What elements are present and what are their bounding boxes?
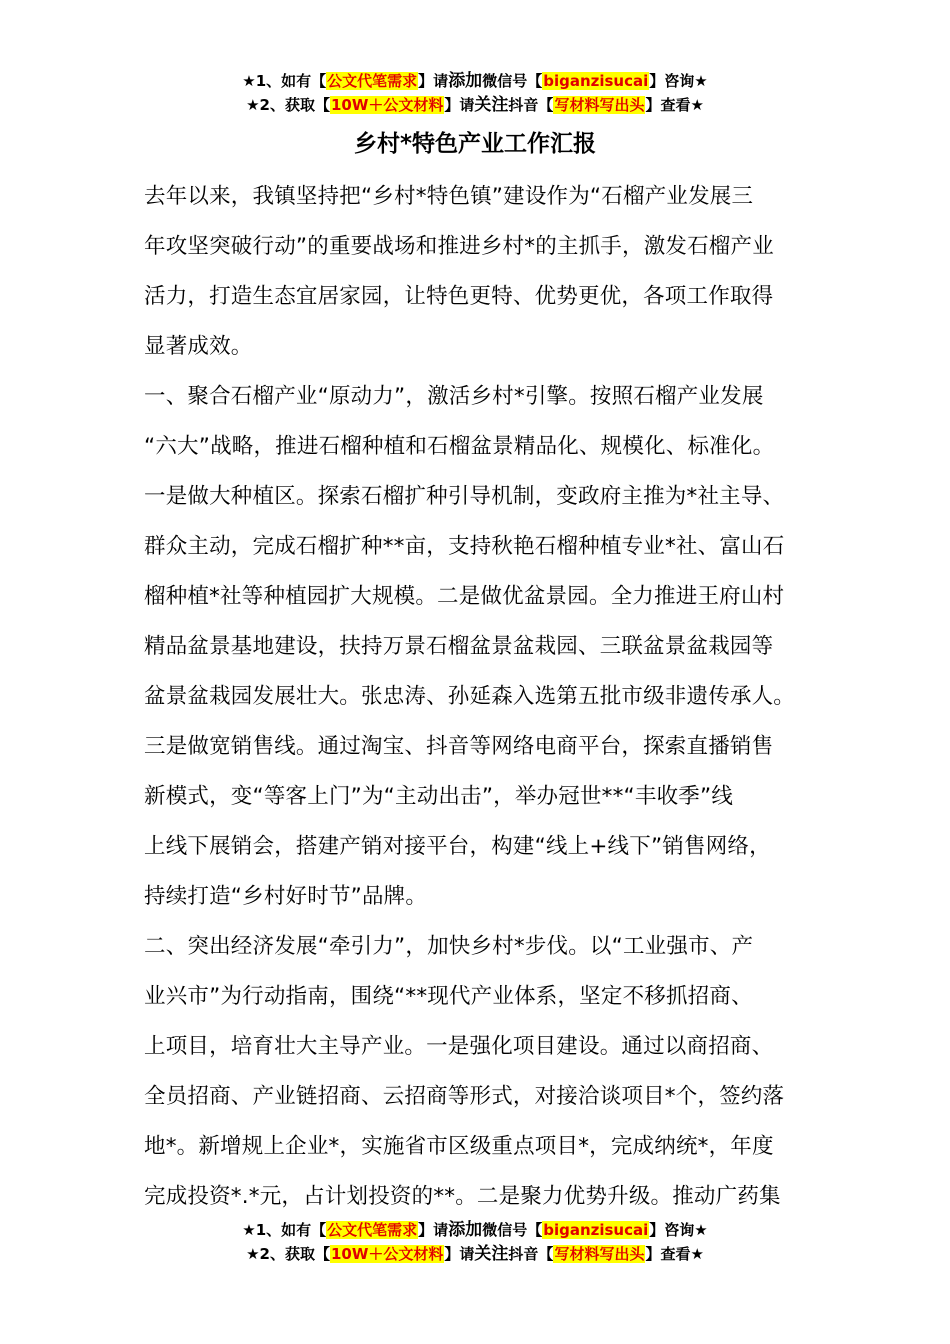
body-line: “六大”战略，推进石榴种植和石榴盆景精品化、规模化、标准化。 bbox=[144, 434, 775, 459]
banner-text: 微信号【 bbox=[482, 72, 543, 90]
highlight-wechat-id: biganzisucai bbox=[543, 1221, 649, 1239]
highlight-douyin-id: 写材料写出头 bbox=[554, 1245, 645, 1263]
body-line: 三是做宽销售线。通过淘宝、抖音等网络电商平台，探索直播销售 bbox=[144, 734, 774, 759]
banner-text: 】请 bbox=[418, 1221, 449, 1239]
banner-text: 抖音【 bbox=[508, 1245, 554, 1263]
highlight-materials: 10W＋公文材料 bbox=[330, 96, 444, 114]
banner-text: 微信号【 bbox=[482, 1221, 543, 1239]
body-line: 去年以来，我镇坚持把“乡村*特色镇”建设作为“石榴产业发展三 bbox=[144, 184, 754, 209]
banner-text: 】查看★ bbox=[645, 96, 704, 114]
banner-text: 】查看★ bbox=[645, 1245, 704, 1263]
body-line: 业兴市”为行动指南，围绕“**现代产业体系，坚定不移抓招商、 bbox=[144, 984, 753, 1009]
banner-text: 抖音【 bbox=[508, 96, 554, 114]
body-line: 一是做大种植区。探索石榴扩种引导机制，变政府主推为*社主导、 bbox=[144, 484, 785, 509]
body-line: 持续打造“乡村好时节”品牌。 bbox=[144, 884, 428, 909]
banner-line-2 bbox=[0, 93, 950, 117]
body-line: 年攻坚突破行动”的重要战场和推进乡村*的主抓手，激发石榴产业 bbox=[144, 234, 774, 259]
banner-text: 】请 bbox=[444, 1245, 475, 1263]
body-line: 盆景盆栽园发展壮大。张忠涛、孙延森入选第五批市级非遗传承人。 bbox=[144, 684, 796, 709]
body-line: 上项目，培育壮大主导产业。一是强化项目建设。通过以商招商、 bbox=[144, 1034, 774, 1059]
highlight-douyin-id: 写材料写出头 bbox=[554, 96, 645, 114]
body-line: 活力，打造生态宜居家园，让特色更特、优势更优，各项工作取得 bbox=[144, 284, 774, 309]
body-line: 全员招商、产业链招商、云招商等形式，对接洽谈项目*个，签约落 bbox=[144, 1084, 785, 1109]
body-line: 一、聚合石榴产业“原动力”，激活乡村*引擎。按照石榴产业发展 bbox=[144, 384, 764, 409]
banner-text: ★1、如有【 bbox=[242, 72, 327, 90]
banner-emphasis: 添加 bbox=[448, 71, 483, 91]
highlight-materials: 10W＋公文材料 bbox=[330, 1245, 444, 1263]
document-title: 乡村*特色产业工作汇报 bbox=[353, 131, 597, 157]
highlight-wechat-id: biganzisucai bbox=[543, 72, 649, 90]
banner-emphasis: 关注 bbox=[474, 95, 509, 115]
highlight-service: 公文代笔需求 bbox=[327, 72, 418, 90]
body-line: 二、突出经济发展“牵引力”，加快乡村*步伐。以“工业强市、产 bbox=[144, 934, 754, 959]
banner-line-1 bbox=[0, 69, 950, 93]
bottom-banner bbox=[0, 1218, 950, 1266]
banner-text: ★2、获取【 bbox=[246, 96, 330, 114]
banner-text: ★1、如有【 bbox=[242, 1221, 327, 1239]
body-line: 显著成效。 bbox=[144, 334, 253, 359]
banner-text: 】咨询★ bbox=[649, 72, 708, 90]
top-banner bbox=[0, 69, 950, 117]
banner-line-2 bbox=[0, 1242, 950, 1266]
body-line: 新模式，变“等客上门”为“主动出击”，举办冠世**“丰收季”线 bbox=[144, 784, 734, 809]
body-line: 榴种植*社等种植园扩大规模。二是做优盆景园。全力推进王府山村 bbox=[144, 584, 785, 609]
body-line: 上线下展销会，搭建产销对接平台，构建“线上+线下”销售网络， bbox=[144, 834, 771, 859]
banner-emphasis: 添加 bbox=[448, 1220, 483, 1240]
document-body bbox=[144, 172, 824, 1222]
banner-emphasis: 关注 bbox=[474, 1244, 509, 1264]
banner-line-1 bbox=[0, 1218, 950, 1242]
banner-text: ★2、获取【 bbox=[246, 1245, 330, 1263]
body-line: 完成投资*.*元，占计划投资的**。二是聚力优势升级。推动广药集 bbox=[144, 1184, 781, 1209]
banner-text: 】咨询★ bbox=[649, 1221, 708, 1239]
body-line: 地*。新增规上企业*，实施省市区级重点项目*，完成纳统*，年度 bbox=[144, 1134, 774, 1159]
body-line: 精品盆景基地建设，扶持万景石榴盆景盆栽园、三联盆景盆栽园等 bbox=[144, 634, 774, 659]
banner-text: 】请 bbox=[444, 96, 475, 114]
body-line: 群众主动，完成石榴扩种**亩，支持秋艳石榴种植专业*社、富山石 bbox=[144, 534, 785, 559]
banner-text: 】请 bbox=[418, 72, 449, 90]
highlight-service: 公文代笔需求 bbox=[327, 1221, 418, 1239]
